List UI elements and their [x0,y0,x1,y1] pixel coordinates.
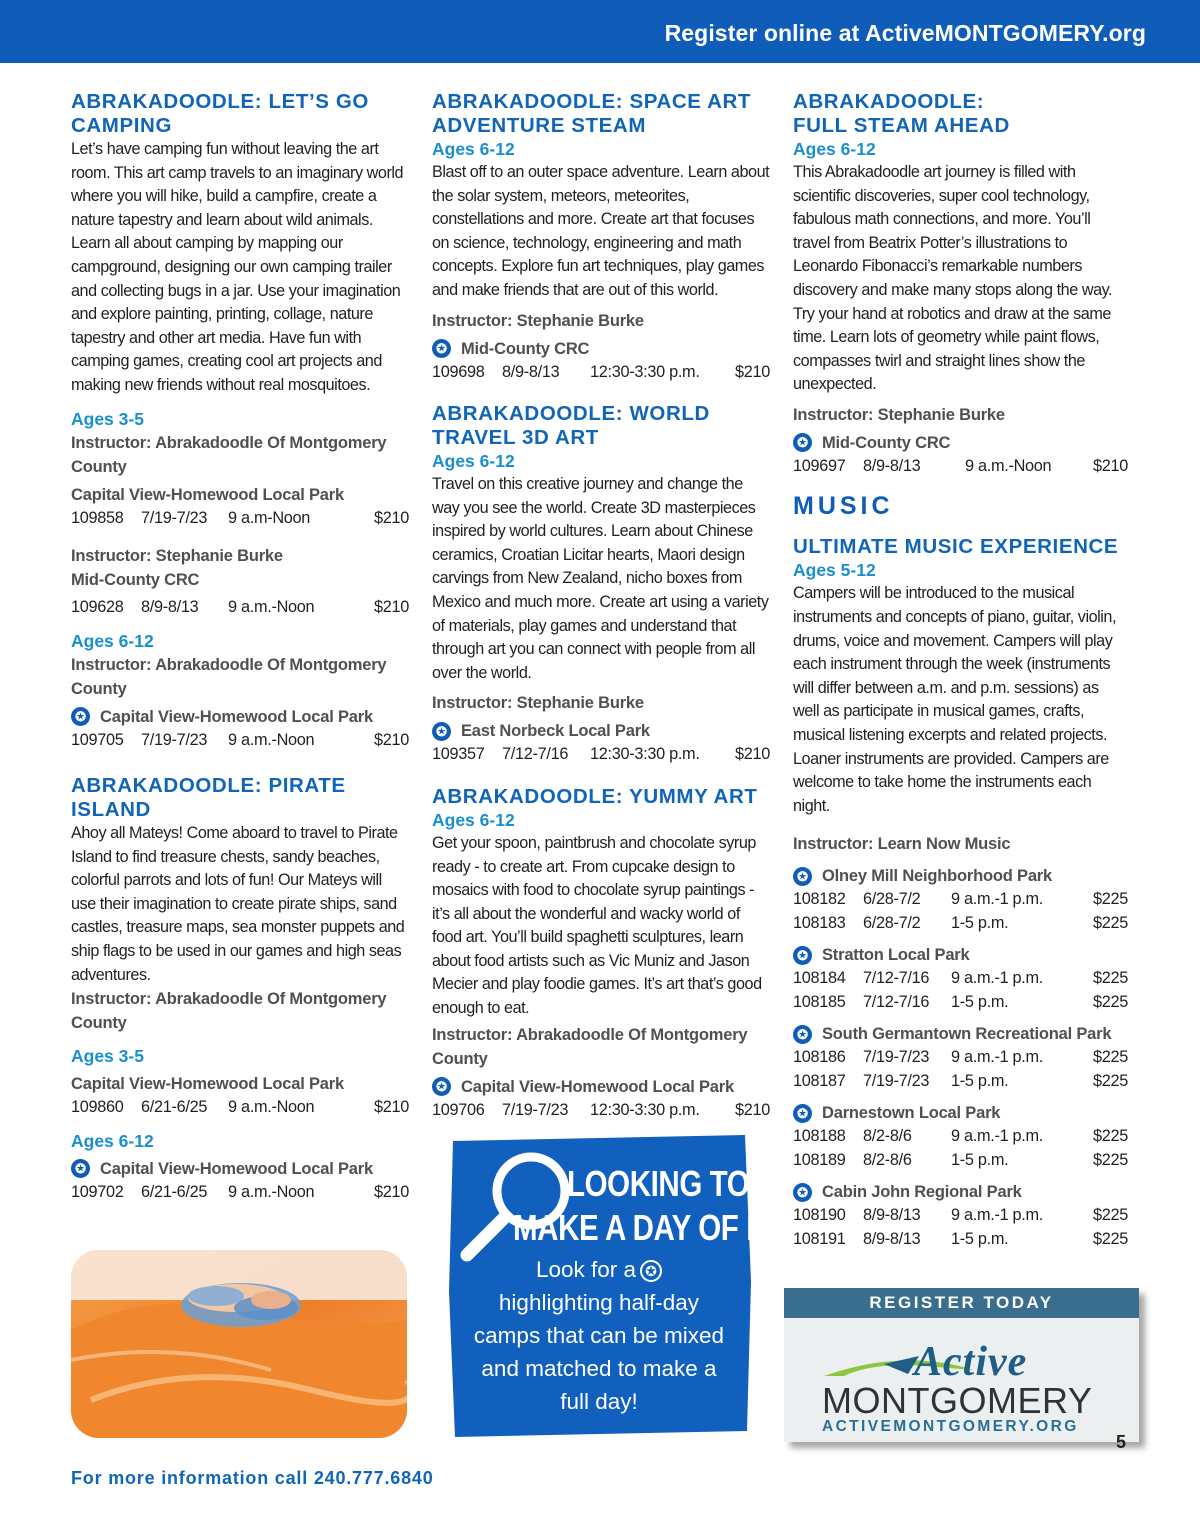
program-title: ABRAKADOODLE: YUMMY ART [432,784,758,808]
instructor: Instructor: Abrakadoodle Of Montgomery County [71,655,387,698]
session-row [793,967,1128,991]
time: 12:30-3:30 p.m. [590,362,700,381]
course-code: 108189 [793,1150,846,1169]
location-name: Capital View-Homewood Local Park [461,1077,734,1096]
ages-label: Ages 6-12 [71,1130,154,1151]
price: $210 [734,1100,770,1119]
price: $225 [1092,1229,1128,1248]
dates: 8/9-8/13 [863,1206,921,1225]
ages-label: Ages 6-12 [432,451,515,472]
ages-label: Ages 6-12 [71,630,154,651]
half-day-star-icon: ✪ [71,1159,90,1178]
ages-label: Ages 6-12 [793,139,876,159]
session-row [71,596,409,620]
dates: 7/19-7/23 [863,1048,930,1067]
session-row [793,1070,1128,1094]
course-code: 109860 [71,1098,124,1117]
program-description: This Abrakadoodle art journey is filled with scientific discoveries, super cool technology, fabulous math connections, and more. You’ll travel from Beatrix Potter’s illustrations to Leonardo Fibonacci’s remarkable numbers discovery and make many stops along the way. Try your hand at robotics and draw at the same time. Learn lots of geometry while paint flows, compasses twirl and straight lines show the unexpected. [793,163,1113,394]
course-code: 108183 [793,913,846,932]
dates: 8/9-8/13 [502,362,560,381]
course-code: 108184 [793,969,846,988]
dates: 8/2-8/6 [863,1127,912,1146]
active-wordmark: Active [914,1339,1028,1385]
dates: 8/2-8/6 [863,1150,912,1169]
session-row [793,1046,1128,1070]
course-code: 109357 [432,745,485,764]
dates: 7/19-7/23 [863,1071,930,1090]
ages-label: Ages 6-12 [432,139,515,159]
location-name: Cabin John Regional Park [822,1183,1022,1202]
session-row [432,1099,770,1123]
time: 9 a.m.-1 p.m. [951,890,1044,909]
course-code: 109628 [71,598,124,617]
session-row [71,507,409,531]
course-code: 108191 [793,1229,846,1248]
star-icon: ✪ [640,1260,662,1282]
session-row [793,1228,1128,1252]
time: 9 a.m.-1 p.m. [951,1206,1044,1225]
dates: 7/19-7/23 [141,508,208,527]
instructor: Instructor: Stephanie Burke [793,405,1005,424]
location-name: Mid-County CRC [71,571,200,590]
location [71,1157,409,1181]
active-montgomery-logo [784,1318,1139,1442]
location [793,1180,1128,1204]
location [793,943,1128,967]
program-full-steam-ahead [793,90,1128,478]
program-description: Get your spoon, paintbrush and chocolate syrup ready - to create art. From cupcake design to mosaics with food to chocolate syrup paintings - it’s all about the wonderful and wacky world of food art. You’ll build spaghetti sculptures, learn about food artists such as Vic Muniz and Jason Mecier and play foodie games. It’s art that’s good enough to eat. [432,833,762,1018]
time: 9 a.m.-1 p.m. [951,1127,1044,1146]
location-name: Capital View-Homewood Local Park [100,1159,373,1178]
program-description: Ahoy all Mateys! Come aboard to travel to Pirate Island to find treasure chests, sandy beaches, colorful parrots and lots of fun! Our Mateys will use their imagination to create pirate ships, sand castles, treasure maps, sea monster puppets and ship flags to be used in our games and high seas adventures. [71,824,405,984]
program-world-travel [432,402,770,767]
register-today-ad[interactable] [784,1288,1139,1442]
dates: 8/9-8/13 [141,598,199,617]
half-day-star-icon: ✪ [793,1183,812,1202]
promo-headline-1: LOOKING TO [567,1163,750,1204]
promo-line-1: Look for a [535,1257,637,1282]
session-row [432,743,770,767]
register-online-text[interactable]: Register online at ActiveMONTGOMERY.org [664,20,1146,46]
program-ultimate-music [793,535,1128,1251]
session-row [793,1204,1128,1228]
price: $225 [1092,913,1128,932]
time: 9 a.m-Noon [228,508,311,527]
time: 1-5 p.m. [951,913,1009,932]
session-row [71,1181,409,1205]
instructor: Instructor: Stephanie Burke [432,694,644,713]
time: 12:30-3:30 p.m. [590,745,700,764]
time: 9 a.m.-1 p.m. [951,969,1044,988]
dates: 6/28-7/2 [863,913,921,932]
course-code: 108188 [793,1127,846,1146]
location [793,1101,1128,1125]
half-day-star-icon: ✪ [793,433,812,452]
instructor: Instructor: Abrakadoodle Of Montgomery County [71,433,387,476]
instructor: Instructor: Learn Now Music [793,835,1011,854]
program-description: Blast off to an outer space adventure. Learn about the solar system, meteors, meteorites, constellations and more. Create art that focuses on science, technology, engineering and math concepts. Explore fun art techniques, play games and make friends that are out of this world. [432,163,770,299]
location [71,1072,409,1096]
program-description: Campers will be introduced to the musical instruments and concepts of piano, guitar, violin, drums, voice and movement. Campers will play each instrument through the week (instruments will differ between a.m. and p.m. sessions) as well as participate in musical games, crafts, musical listening excerpts and related projects. Loaner instruments are provided. Campers are welcome to take home the instruments each night. [793,584,1117,815]
price: $210 [734,362,770,381]
program-description: Travel on this creative journey and change the way you see the world. Create 3D masterpieces inspired by world cultures. Learn about Chinese ceramics, Croatian Licitar hearts, Maori design carvings from New Zealand, nicho boxes from Mexico and much more. Create art using a variety of materials, play games and understand that through art you can connect with people from all over the world. [432,475,769,682]
ages-label: Ages 5-12 [793,560,876,581]
location-name: Capital View-Homewood Local Park [100,707,373,726]
dates: 7/12-7/16 [502,745,569,764]
location-name: Mid-County CRC [461,339,590,358]
price: $210 [1092,456,1128,475]
session-row [793,455,1128,479]
location-name: South Germantown Recreational Park [822,1025,1112,1044]
program-space-art [432,90,770,384]
location-name: Capital View-Homewood Local Park [71,1075,344,1094]
course-code: 109705 [71,730,124,749]
price: $210 [373,598,409,617]
program-title: ULTIMATE MUSIC EXPERIENCE [793,535,1119,559]
location-name: Stratton Local Park [822,946,970,965]
session-row [71,1096,409,1120]
price: $210 [373,508,409,527]
location [432,1075,770,1099]
price: $225 [1092,969,1128,988]
price: $225 [1092,890,1128,909]
footer-phone: For more information call 240.777.6840 [71,1468,434,1488]
course-code: 108182 [793,890,846,909]
time: 1-5 p.m. [951,1229,1009,1248]
ages-label: Ages 6-12 [432,809,515,830]
time: 1-5 p.m. [951,992,1009,1011]
course-code: 108185 [793,992,846,1011]
kids-painting-photo [71,1250,407,1438]
program-lets-go-camping [71,90,409,752]
location-name: Darnestown Local Park [822,1104,1001,1123]
price: $210 [373,730,409,749]
dates: 7/19-7/23 [141,730,208,749]
time: 1-5 p.m. [951,1150,1009,1169]
program-pirate-island [71,774,409,1204]
program-title: ABRAKADOODLE: WORLD TRAVEL 3D ART [432,402,710,450]
time: 9 a.m.-Noon [228,730,315,749]
location [432,337,770,361]
course-code: 109698 [432,362,485,381]
price: $225 [1092,992,1128,1011]
time: 9 a.m.-1 p.m. [951,1048,1044,1067]
session-row [793,1125,1128,1149]
location-name: East Norbeck Local Park [461,722,650,741]
program-description: Let’s have camping fun without leaving the art room. This art camp travels to an imaginary world where you will hike, build a campfire, create a nature tapestry and learn about wild animals. Learn all about camping by mapping our campground, designing our own camping trailer and collecting bugs in a jar. Use your imagination and explore painting, printing, collage, nature tapestry and other art media. Have fun with camping games, creating cool art projects and making new friends without real mosquitoes. [71,140,404,394]
location-name: Mid-County CRC [822,433,951,452]
time: 9 a.m.-Noon [965,456,1052,475]
promo-headline-2: MAKE A DAY OF IT? [513,1207,790,1248]
ages-label: Ages 3-5 [71,1046,144,1067]
course-code: 109858 [71,508,124,527]
promo-body [445,1253,753,1418]
price: $225 [1092,1071,1128,1090]
time: 12:30-3:30 p.m. [590,1100,700,1119]
montgomery-wordmark: MONTGOMERY [822,1380,1093,1421]
program-yummy-art [432,785,770,1122]
location [793,864,1128,888]
time: 9 a.m.-Noon [228,1182,315,1201]
half-day-star-icon: ✪ [71,707,90,726]
location [71,483,409,507]
price: $210 [734,745,770,764]
dates: 6/21-6/25 [141,1182,208,1201]
location-name: Capital View-Homewood Local Park [71,485,344,504]
location [71,568,409,592]
location [793,431,1128,455]
location [432,719,770,743]
program-title: ABRAKADOODLE: SPACE ART ADVENTURE STEAM [432,90,752,137]
half-day-star-icon: ✪ [432,339,451,358]
time: 9 a.m.-Noon [228,598,315,617]
dates: 6/21-6/25 [141,1098,208,1117]
music-locations [793,864,1128,1251]
page-number: 5 [1116,1432,1127,1452]
make-a-day-promo [445,1131,790,1441]
register-today-band: REGISTER TODAY [784,1288,1139,1318]
session-row [793,1149,1128,1173]
session-row [793,888,1128,912]
half-day-star-icon: ✪ [793,867,812,886]
half-day-star-icon: ✪ [432,722,451,741]
half-day-star-icon: ✪ [793,1104,812,1123]
course-code: 108187 [793,1071,846,1090]
session-row [793,991,1128,1015]
instructor: Instructor: Stephanie Burke [71,547,283,566]
half-day-star-icon: ✪ [793,946,812,965]
dates: 7/12-7/16 [863,992,930,1011]
price: $225 [1092,1206,1128,1225]
location [71,705,409,729]
course-code: 108186 [793,1048,846,1067]
promo-rest: highlighting half-day camps that can be mixed and matched to make a full day! [473,1290,725,1414]
price: $210 [373,1098,409,1117]
half-day-star-icon: ✪ [432,1077,451,1096]
ages-label: Ages 3-5 [71,408,144,429]
instructor: Instructor: Abrakadoodle Of Montgomery County [71,990,387,1033]
price: $225 [1092,1048,1128,1067]
active-montgomery-url[interactable]: ACTIVEMONTGOMERY.ORG [822,1418,1079,1435]
time: 9 a.m.-Noon [228,1098,315,1117]
dates: 6/28-7/2 [863,890,921,909]
session-row [793,912,1128,936]
course-code: 108190 [793,1206,846,1225]
location-name: Olney Mill Neighborhood Park [822,867,1053,886]
dates: 7/19-7/23 [502,1100,569,1119]
column-1 [71,90,409,1218]
dates: 8/9-8/13 [863,1229,921,1248]
top-banner [0,0,1200,63]
location [793,1022,1128,1046]
program-title: ABRAKADOODLE: LET’S GO CAMPING [71,90,369,137]
section-heading-music: MUSIC [793,492,894,521]
price: $210 [373,1182,409,1201]
price: $225 [1092,1127,1128,1146]
price: $225 [1092,1150,1128,1169]
instructor: Instructor: Abrakadoodle Of Montgomery County [432,1025,748,1068]
session-row [71,729,409,753]
course-code: 109697 [793,456,846,475]
time: 1-5 p.m. [951,1071,1009,1090]
session-row [432,361,770,385]
program-title: ABRAKADOODLE: FULL STEAM AHEAD [793,90,1010,137]
course-code: 109706 [432,1100,485,1119]
instructor: Instructor: Stephanie Burke [432,311,644,330]
program-title: ABRAKADOODLE: PIRATE ISLAND [71,774,346,822]
dates: 7/12-7/16 [863,969,930,988]
dates: 8/9-8/13 [863,456,921,475]
course-code: 109702 [71,1182,124,1201]
half-day-star-icon: ✪ [793,1025,812,1044]
column-2 [432,90,770,1136]
column-3 [793,90,1128,1265]
